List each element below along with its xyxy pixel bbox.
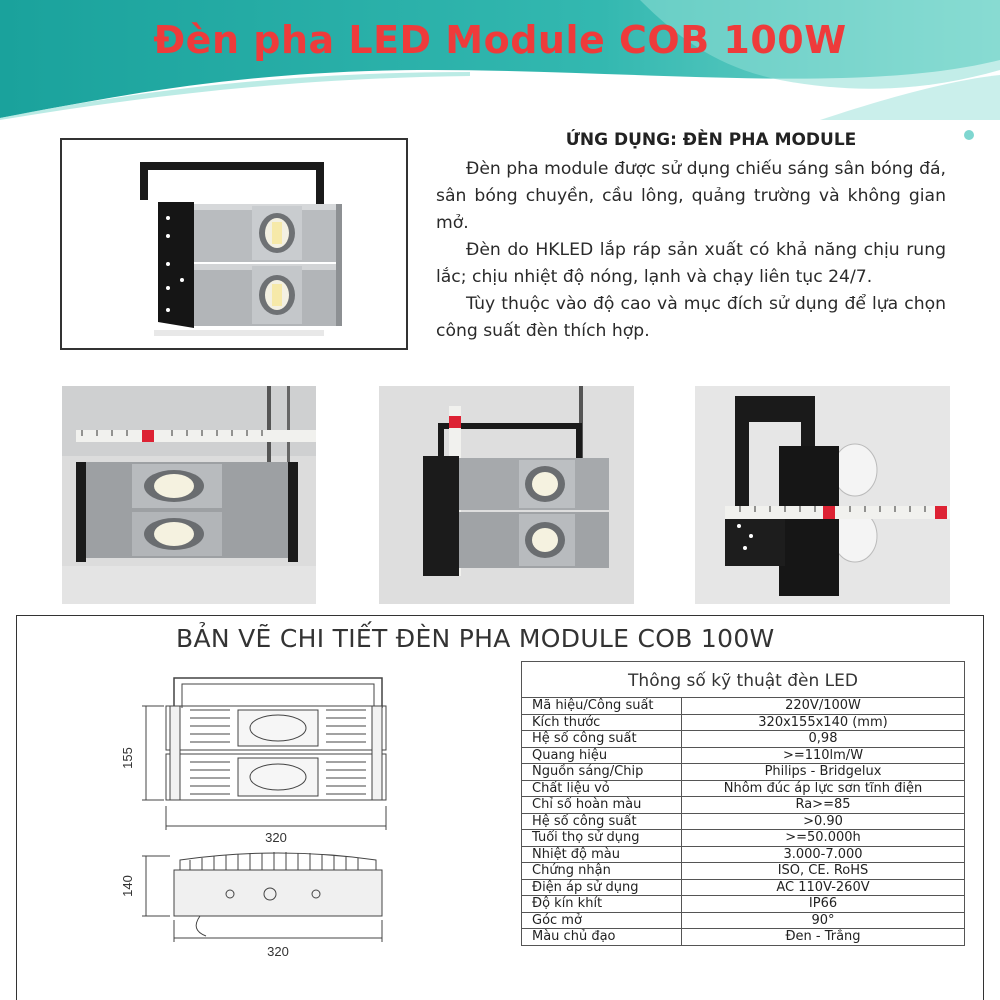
spec-label: Quang hiệu bbox=[522, 747, 682, 764]
dim-height-label: 155 bbox=[120, 747, 135, 769]
application-paragraph-2: Đèn do HKLED lắp ráp sản xuất có khả năng chịu rung lắc; chịu nhiệt độ nóng, lạnh và chạy liên tục 24/7. bbox=[436, 240, 946, 287]
spec-label: Tuổi thọ sử dụng bbox=[522, 830, 682, 847]
photo-measure-width bbox=[62, 386, 316, 604]
table-row bbox=[522, 780, 965, 797]
table-row bbox=[522, 879, 965, 896]
application-section bbox=[436, 130, 946, 345]
page-title: Đèn pha LED Module COB 100W bbox=[153, 18, 847, 62]
table-row bbox=[522, 731, 965, 748]
table-row bbox=[522, 714, 965, 731]
spec-value: >=110lm/W bbox=[682, 747, 965, 764]
hero-product-photo bbox=[60, 138, 408, 350]
spec-value: 320x155x140 (mm) bbox=[682, 714, 965, 731]
measure-depth-photo-icon bbox=[695, 386, 950, 604]
spec-label: Màu chủ đạo bbox=[522, 929, 682, 946]
spec-label: Góc mở bbox=[522, 912, 682, 929]
decorative-dot bbox=[964, 130, 974, 140]
table-row bbox=[522, 896, 965, 913]
table-row bbox=[522, 929, 965, 946]
spec-label: Nhiệt độ màu bbox=[522, 846, 682, 863]
header-banner bbox=[0, 0, 1000, 120]
spec-label: Mã hiệu/Công suất bbox=[522, 698, 682, 715]
spec-label: Kích thước bbox=[522, 714, 682, 731]
spec-value: >=50.000h bbox=[682, 830, 965, 847]
table-row bbox=[522, 797, 965, 814]
spec-label: Độ kín khít bbox=[522, 896, 682, 913]
application-paragraph-3: Tùy thuộc vào độ cao và mục đích sử dụng để lựa chọn công suất đèn thích hợp. bbox=[436, 294, 946, 341]
photo-measure-depth bbox=[695, 386, 950, 604]
spec-value: IP66 bbox=[682, 896, 965, 913]
photo-measure-height bbox=[379, 386, 634, 604]
spec-label: Điện áp sử dụng bbox=[522, 879, 682, 896]
spec-label: Nguồn sáng/Chip bbox=[522, 764, 682, 781]
application-heading: ỨNG DỤNG: ĐÈN PHA MODULE bbox=[565, 130, 857, 150]
spec-value: Nhôm đúc áp lực sơn tĩnh điện bbox=[682, 780, 965, 797]
spec-label: Hệ số công suất bbox=[522, 731, 682, 748]
spec-value: ISO, CE. RoHS bbox=[682, 863, 965, 880]
spec-value: AC 110V-260V bbox=[682, 879, 965, 896]
spec-label: Chỉ số hoàn màu bbox=[522, 797, 682, 814]
spec-value: Đen - Trắng bbox=[682, 929, 965, 946]
drawing-title: BẢN VẼ CHI TIẾT ĐÈN PHA MODULE COB 100W bbox=[176, 624, 775, 653]
spec-label: Hệ số công suất bbox=[522, 813, 682, 830]
led-floodlight-photo-icon bbox=[62, 140, 406, 348]
spec-label: Chứng nhận bbox=[522, 863, 682, 880]
dim-width-front-label: 320 bbox=[265, 830, 287, 845]
spec-value: Philips - Bridgelux bbox=[682, 764, 965, 781]
dim-depth-label: 140 bbox=[120, 875, 135, 897]
table-row bbox=[522, 747, 965, 764]
table-row bbox=[522, 764, 965, 781]
spec-value: >0.90 bbox=[682, 813, 965, 830]
spec-table-title: Thông số kỹ thuật đèn LED bbox=[521, 661, 965, 697]
spec-label: Chất liệu vỏ bbox=[522, 780, 682, 797]
spec-table-grid bbox=[521, 697, 965, 946]
table-row bbox=[522, 698, 965, 715]
spec-value: 220V/100W bbox=[682, 698, 965, 715]
application-paragraph-1: Đèn pha module được sử dụng chiếu sáng sân bóng đá, sân bóng chuyền, cầu lông, quảng trường và không gian mở. bbox=[436, 159, 946, 233]
measure-height-photo-icon bbox=[379, 386, 634, 604]
spec-value: 90° bbox=[682, 912, 965, 929]
dim-width-side-label: 320 bbox=[267, 944, 289, 959]
table-row bbox=[522, 863, 965, 880]
spec-table bbox=[521, 661, 965, 946]
technical-drawing bbox=[110, 670, 410, 990]
spec-value: 3.000-7.000 bbox=[682, 846, 965, 863]
measure-width-photo-icon bbox=[62, 386, 316, 604]
table-row bbox=[522, 813, 965, 830]
table-row bbox=[522, 830, 965, 847]
table-row bbox=[522, 846, 965, 863]
spec-value: Ra>=85 bbox=[682, 797, 965, 814]
table-row bbox=[522, 912, 965, 929]
spec-value: 0,98 bbox=[682, 731, 965, 748]
